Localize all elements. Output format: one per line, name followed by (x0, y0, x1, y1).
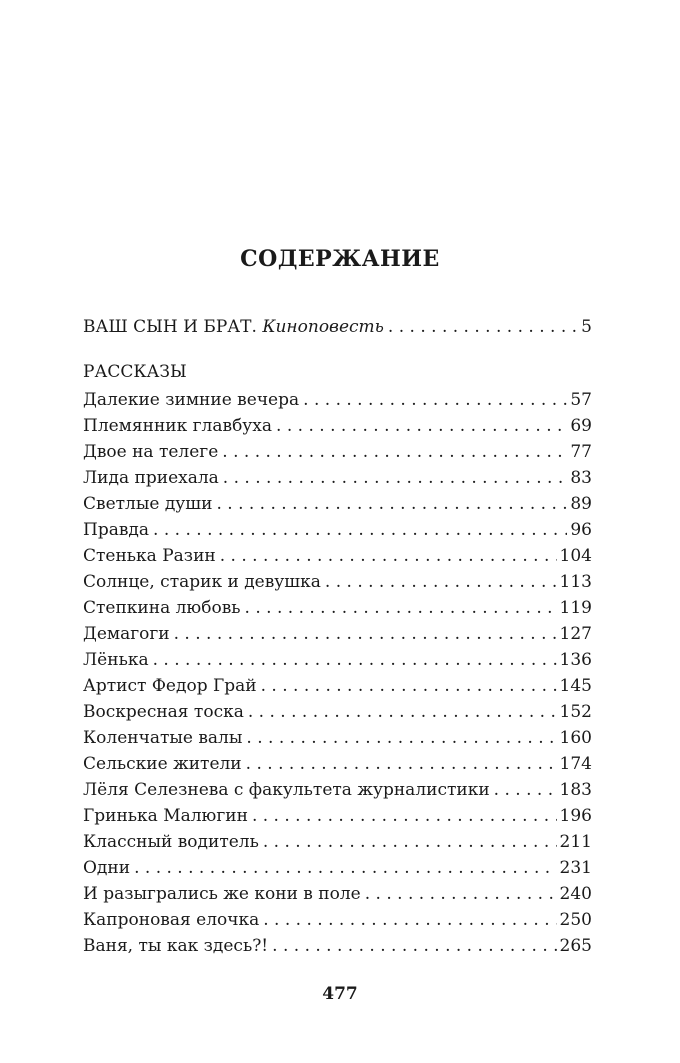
toc-entry-page: 96 (570, 520, 592, 540)
toc-entry (83, 727, 592, 749)
toc-entry-page: 196 (559, 806, 592, 826)
toc-entry (83, 779, 592, 801)
toc-entry-label: И разыгрались же кони в поле (83, 884, 361, 904)
toc-leader-dots (174, 623, 557, 645)
toc-entry-page: 136 (559, 650, 592, 670)
toc-leader-dots (222, 441, 567, 463)
toc-leader-dots (216, 493, 567, 515)
page-number: 477 (322, 984, 358, 1004)
toc-entry-page: 160 (559, 728, 592, 748)
toc-entry-page: 145 (559, 676, 592, 696)
toc-leader-dots (245, 597, 557, 619)
toc-leader-dots (261, 675, 557, 697)
toc-entry-page: 183 (559, 780, 592, 800)
toc-entry (83, 389, 592, 411)
toc-entry-label: ВАШ СЫН И БРАТ. Киноповесть (83, 317, 384, 337)
toc-entry-label: Артист Федор Грай (83, 676, 257, 696)
toc-leader-dots (325, 571, 557, 593)
toc-entry-page: 119 (559, 598, 592, 618)
toc-entry-page: 113 (559, 572, 592, 592)
toc-leader-dots (246, 727, 556, 749)
toc-entry-label: Капроновая елочка (83, 910, 260, 930)
toc-entry-label: Далекие зимние вечера (83, 390, 300, 410)
toc-entry-label: Двое на телеге (83, 442, 219, 462)
toc-leader-dots (223, 467, 568, 489)
toc-entry (83, 597, 592, 619)
toc-entry (83, 441, 592, 463)
page-title: СОДЕРЖАНИЕ (240, 246, 440, 272)
toc-entry-page: 89 (570, 494, 592, 514)
toc-entry-label: Классный водитель (83, 832, 259, 852)
toc-leader-dots (303, 389, 567, 411)
toc-entry-page: 83 (570, 468, 592, 488)
toc-leader-dots (252, 805, 557, 827)
toc-entry-label: Светлые души (83, 494, 213, 514)
toc-entry-page: 104 (559, 546, 592, 566)
toc-entry (83, 805, 592, 827)
toc-entry-label: Стенька Разин (83, 546, 216, 566)
toc-leader-dots (220, 545, 557, 567)
toc-entry-label: Ваня, ты как здесь?! (83, 936, 269, 956)
toc-entry-label: Лёля Селезнева с факультета журналистики (83, 780, 490, 800)
toc-entry (83, 545, 592, 567)
toc-entry-label: Солнце, старик и девушка (83, 572, 321, 592)
toc-entry (83, 935, 592, 957)
toc-entry (83, 701, 592, 723)
toc-leader-dots (263, 909, 556, 931)
toc-entry-page: 5 (581, 317, 592, 337)
toc-entry-label: Демагоги (83, 624, 170, 644)
toc-entry (83, 415, 592, 437)
toc-entry-label: Племянник главбуха (83, 416, 273, 436)
toc-leader-dots (153, 649, 557, 671)
toc-entry (83, 467, 592, 489)
toc-entry-first (83, 316, 592, 338)
toc-entry-page: 240 (559, 884, 592, 904)
toc-entry (83, 519, 592, 541)
toc-entry-page: 57 (570, 390, 592, 410)
toc-entry-page: 211 (559, 832, 592, 852)
toc-entry-label: Гринька Малюгин (83, 806, 248, 826)
toc-entry-label: Сельские жители (83, 754, 242, 774)
toc-entry-page: 69 (570, 416, 592, 436)
toc-entry-page: 250 (559, 910, 592, 930)
toc-entry-label: Степкина любовь (83, 598, 241, 618)
toc-entry-label: Правда (83, 520, 150, 540)
toc-entry (83, 571, 592, 593)
toc-entry-label: Коленчатые валы (83, 728, 243, 748)
toc-leader-dots (276, 415, 567, 437)
toc-entry (83, 857, 592, 879)
toc-entry-page: 127 (559, 624, 592, 644)
toc-leader-dots (388, 316, 578, 338)
toc-entry-label: Лида приехала (83, 468, 219, 488)
toc-entry-label: Одни (83, 858, 131, 878)
toc-entry-page: 231 (559, 858, 592, 878)
toc-leader-dots (248, 701, 557, 723)
toc-entry-label: Воскресная тоска (83, 702, 244, 722)
toc-leader-dots (365, 883, 557, 905)
toc-entry-page: 265 (559, 936, 592, 956)
toc-leader-dots (153, 519, 567, 541)
section-heading: РАССКАЗЫ (83, 362, 187, 382)
toc-entry (83, 753, 592, 775)
toc-entry-page: 174 (559, 754, 592, 774)
toc-leader-dots (263, 831, 557, 853)
toc-entry (83, 831, 592, 853)
toc-leader-dots (246, 753, 557, 775)
toc-entry (83, 909, 592, 931)
toc-entry (83, 493, 592, 515)
toc-entry-page: 152 (559, 702, 592, 722)
toc-entry-genre: Киноповесть (262, 317, 384, 337)
toc-entry (83, 623, 592, 645)
toc-leader-dots (494, 779, 557, 801)
toc-entry-label: Лёнька (83, 650, 149, 670)
toc-entry-page: 77 (570, 442, 592, 462)
toc-leader-dots (134, 857, 556, 879)
toc-entry (83, 649, 592, 671)
toc-entry (83, 883, 592, 905)
toc-entry (83, 675, 592, 697)
toc-leader-dots (272, 935, 556, 957)
